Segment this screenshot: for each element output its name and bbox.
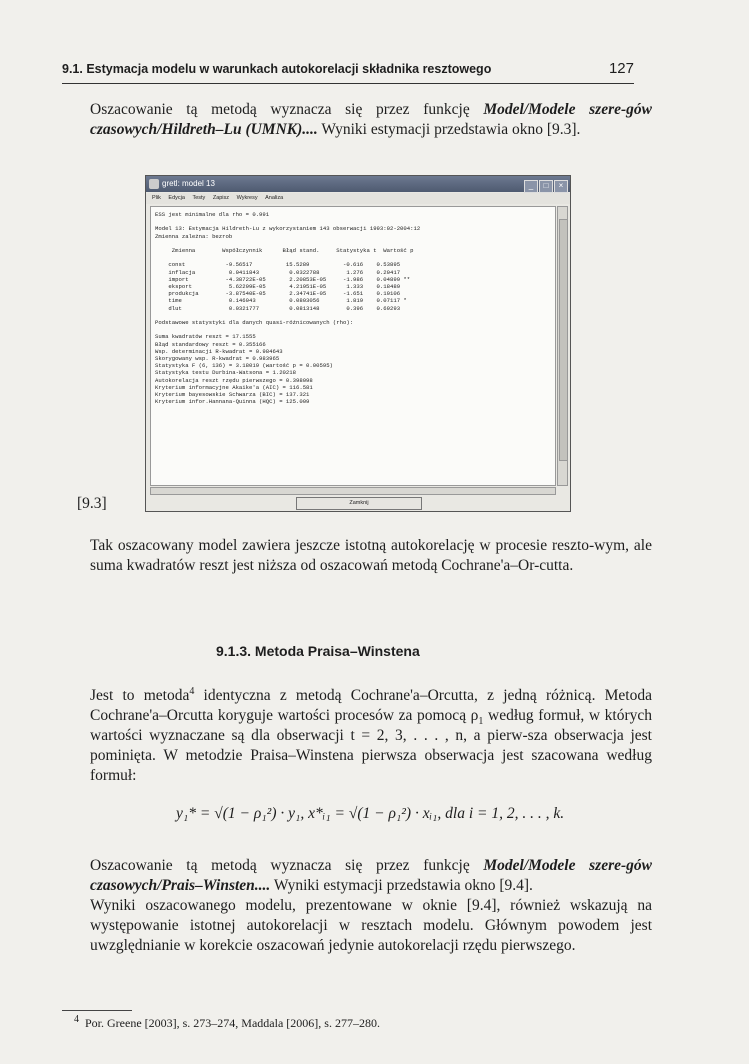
p3-text-c: według formuł, w których wartości wyznaczane są dla obserwacji t = 2, 3, . . . , n, a pierw-sza obserwacja jest pominięta. W metodzie Praisa–Winstena pierwsza obserwacja jest szacowana według formuł: [90, 707, 653, 784]
footnote-text: Por. Greene [2003], s. 273–274, Maddala [2006], s. 277–280. [85, 1016, 380, 1030]
output-line: eksport 5.62299E-05 4.21951E-05 1.333 0.18489 [155, 283, 401, 291]
p1-text-a: Oszacowanie tą metodą wyznacza się przez funkcję [90, 101, 484, 118]
window-title: gretl: model 13 [162, 179, 215, 188]
paragraph-results: Wyniki oszacowanego modelu, prezentowane w oknie [9.4], również wskazują na występowanie istotnej autokorelacji w resztach modelu. Głównym powodem jest uwzględnianie w korekcie oszacowań jedynie autokorelacji rzędu pierwszego. [90, 897, 652, 954]
section-heading: 9.1.3. Metoda Praisa–Winstena [216, 643, 420, 659]
header-rule [62, 83, 634, 84]
p1-menu-path: Model/Modele szere-gów czasowych/Hildreth–Lu (UMNK).... [90, 101, 652, 138]
output-line [155, 254, 551, 261]
gretl-app-icon [149, 179, 159, 189]
menu-analiza[interactable]: Analiza [265, 195, 284, 201]
figure-label: [9.3] [77, 495, 107, 512]
output-line: import -4.38722E-05 2.20853E-05 -1.986 0.04899 ** [155, 275, 411, 283]
close-icon[interactable]: × [554, 180, 568, 193]
footnote-mark: 4 [74, 1014, 79, 1025]
p3-text-b: identyczna z metodą Cochrane'a–Orcutta, z jedną różnicą. Metoda Cochrane'a–Orcutta koryguje wartości procesów za pomocą ρ [90, 687, 652, 724]
page-number: 127 [608, 60, 634, 77]
header-section-title: 9.1. Estymacja modelu w warunkach autokorelacji składnika resztowego [62, 62, 492, 76]
output-line: Kryterium infor.Hannana-Quinna (HQC) = 125.009 [155, 398, 310, 406]
scroll-thumb[interactable] [559, 219, 568, 461]
output-line: dlut 0.0321777 0.0813148 0.396 0.69293 [155, 304, 401, 312]
output-line: inflacja 0.0411843 0.0322788 1.276 0.20417 [155, 268, 401, 276]
vertical-scrollbar[interactable] [557, 206, 568, 486]
footnote [74, 1016, 380, 1031]
p3-text-a: Jest to metoda [90, 687, 190, 704]
output-line: time 0.146043 0.0803056 1.819 0.07117 * [155, 297, 407, 305]
rho-subscript: 1 [478, 716, 484, 728]
output-line: Statystyka testu Durbina-Watsona = 1.20218 [155, 369, 296, 377]
gretl-model-window [145, 175, 571, 512]
output-line: Suma kwadratów reszt = 17.1555 [155, 333, 256, 341]
paragraph-prais-menu [74, 856, 652, 896]
output-line: Wsp. determinacji R-kwadrat = 0.984643 [155, 347, 283, 355]
p1-text-b: Wyniki estymacji przedstawia okno [9.3]. [317, 121, 581, 138]
equation [176, 805, 564, 823]
output-line [155, 218, 551, 225]
window-titlebar[interactable] [146, 176, 570, 192]
paragraph-hildreth-lu [74, 100, 652, 140]
menu-plik[interactable]: Plik [152, 195, 161, 201]
output-line: const -9.56517 15.5289 -0.616 0.53895 [155, 261, 401, 269]
equation-text: y₁* = √(1 − ρ₁²) · y₁, x*ᵢ₁ = √(1 − ρ₁²) · xᵢ₁, dla i = 1, 2, . . . , k. [176, 805, 565, 822]
p4-text-a: Oszacowanie tą metodą wyznacza się przez funkcję [90, 857, 484, 874]
output-line: Kryterium informacyjne Akaike'a (AIC) = 116.581 [155, 383, 313, 391]
output-line: Autokorelacja reszt rzędu pierwszego = 0.398098 [155, 376, 313, 384]
menu-edycja[interactable]: Edycja [168, 195, 185, 201]
running-header [62, 62, 634, 82]
close-button[interactable]: Zamknij [296, 497, 422, 510]
model-output-text[interactable] [150, 206, 556, 486]
output-line [155, 240, 551, 247]
window-menubar [146, 193, 570, 204]
output-line: Skorygowany wsp. R-kwadrat = 0.983965 [155, 355, 280, 363]
output-line: Błąd standardowy reszt = 0.355166 [155, 340, 266, 348]
p4-text-b: Wyniki estymacji przedstawia okno [9.4]. [270, 877, 533, 894]
output-line: ESS jest minimalne dla rho = 0.991 [155, 211, 270, 218]
output-line: Zmienna Współczynnik Błąd stand. Statystyka t Wartość p [155, 247, 414, 255]
output-line [155, 326, 551, 333]
menu-zapisz[interactable]: Zapisz [212, 195, 230, 201]
menu-wykresy[interactable]: Wykresy [236, 195, 258, 201]
output-line [155, 312, 551, 319]
p4-menu-path: Model/Modele szere-gów czasowych/Prais–Winsten.... [90, 857, 652, 894]
output-line: Podstawowe statystyki dla danych quasi-różnicowanych (rho): [155, 319, 354, 327]
horizontal-scrollbar[interactable] [150, 487, 556, 495]
paragraph-prais-winsten [74, 686, 652, 786]
output-line: Model 13: Estymacja Hildreth-Lu z wykorzystaniem 143 obserwacji 1993:02-2004:12 [155, 225, 421, 233]
footnote-rule [62, 1010, 132, 1011]
paragraph-after-window: Tak oszacowany model zawiera jeszcze istotną autokorelację w procesie reszto-wym, ale suma kwadratów reszt jest niższa od oszacowań metodą Cochrane'a–Or-cutta. [90, 537, 652, 574]
menu-testy[interactable]: Testy [192, 195, 206, 201]
output-line: Zmienna zależna: bezrob [155, 232, 233, 240]
footnote-ref: 4 [189, 685, 195, 697]
output-line: Statystyka F (6, 136) = 3.18019 (wartość p = 0.00595) [155, 362, 333, 370]
output-line: Kryterium bayesowskie Schwarza (BIC) = 137.321 [155, 391, 310, 399]
minimize-icon[interactable]: _ [524, 180, 538, 193]
maximize-icon[interactable]: □ [539, 180, 553, 193]
output-line: produkcja -3.87540E-05 2.34741E-05 -1.651 0.10106 [155, 290, 401, 298]
